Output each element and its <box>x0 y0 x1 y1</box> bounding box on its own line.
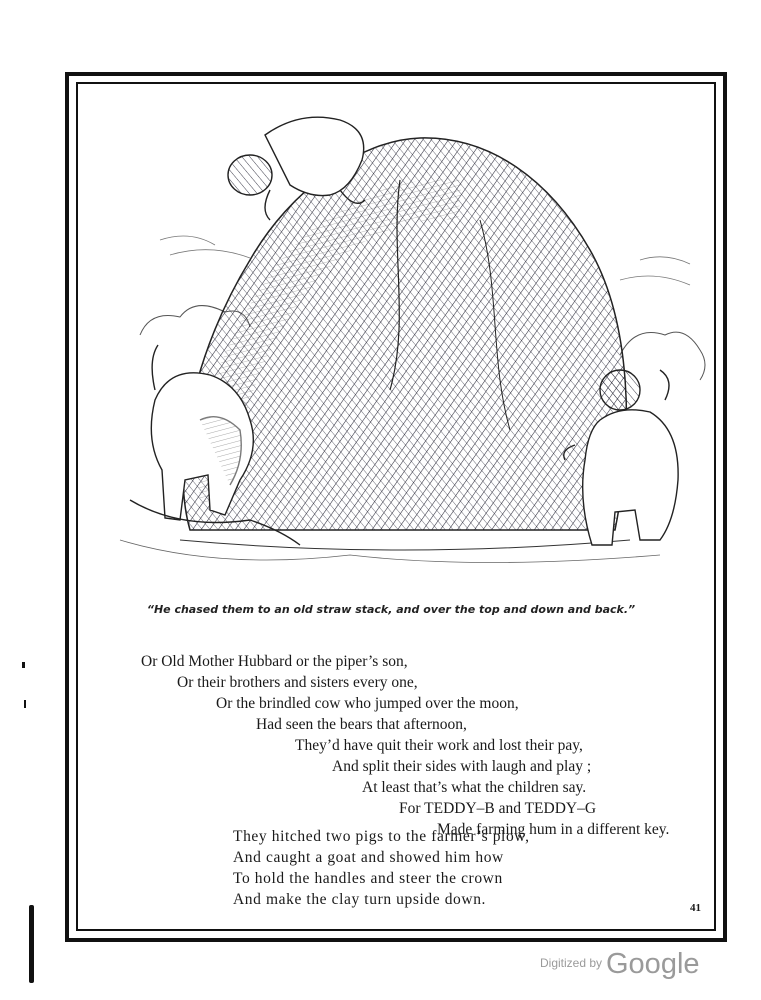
verse-line: Made farming hum in a different key. <box>437 821 670 838</box>
scan-mark-bottom <box>29 905 34 983</box>
haystack <box>180 138 630 550</box>
verse-line: For TEDDY–B and TEDDY–G <box>399 800 597 817</box>
illustration-caption: “He chased them to an old straw stack, and over the top and down and back.” <box>146 603 636 616</box>
digitized-by-label: Digitized by <box>540 956 603 970</box>
verse-stanza-1 <box>0 651 761 840</box>
verse-line: They hitched two pigs to the farmer’s plow, <box>233 828 530 845</box>
verse-line: And make the clay turn upside down. <box>233 891 487 908</box>
verse-line: And split their sides with laugh and play ; <box>332 758 592 775</box>
page-number: 41 <box>690 902 701 914</box>
google-logo-text: Google <box>606 948 700 980</box>
verse-line: To hold the handles and steer the crown <box>233 870 503 887</box>
verse-line: Or their brothers and sisters every one, <box>177 674 418 691</box>
verse-line: Or Old Mother Hubbard or the piper’s son, <box>141 653 408 670</box>
verse-stanza-2 <box>233 826 530 910</box>
verse-line: Or the brindled cow who jumped over the moon, <box>216 695 519 712</box>
haystack-illustration <box>100 100 720 595</box>
verse-line: At least that’s what the children say. <box>362 779 587 796</box>
verse-line: They’d have quit their work and lost their pay, <box>295 737 583 754</box>
verse-line: And caught a goat and showed him how <box>233 849 504 866</box>
verse-line: Had seen the bears that afternoon, <box>256 716 467 733</box>
